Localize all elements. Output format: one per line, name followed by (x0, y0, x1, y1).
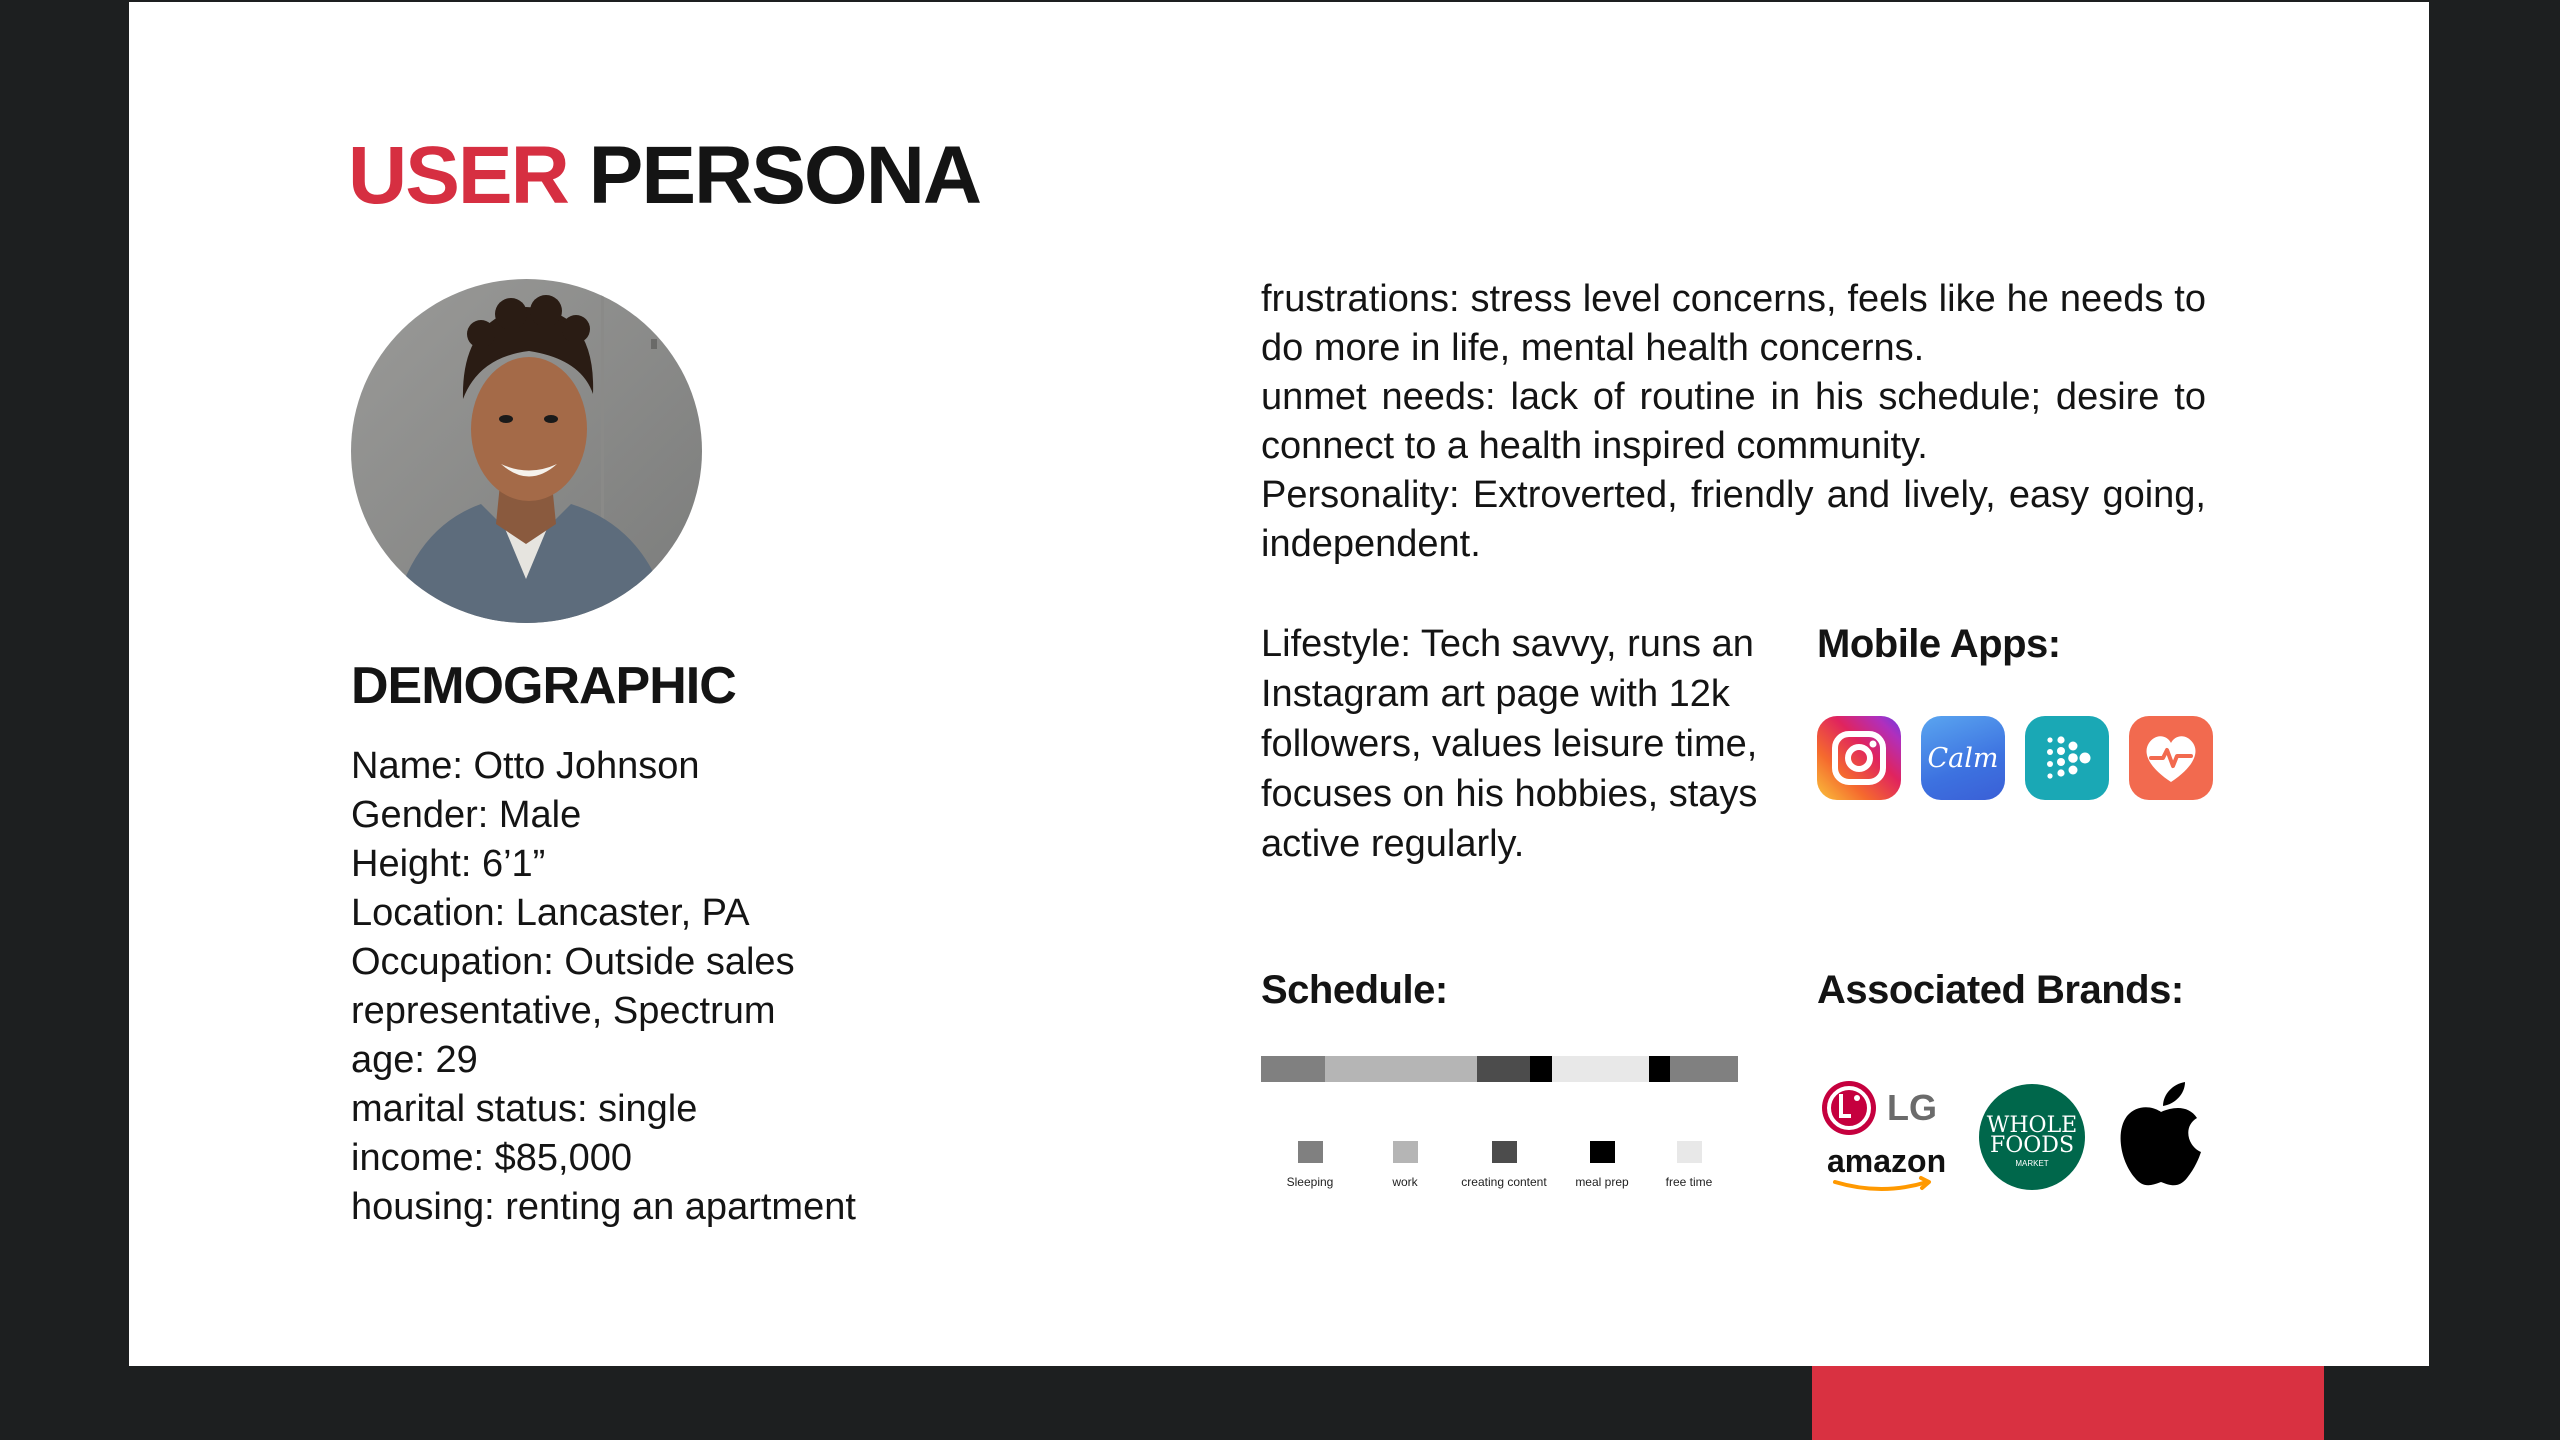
demographic-income: income: $85,000 (351, 1137, 632, 1179)
instagram-icon (1817, 716, 1901, 800)
mobile-apps-heading: Mobile Apps: (1817, 622, 2061, 666)
schedule-segment-meal-prep-2 (1649, 1056, 1670, 1082)
legend-swatch (1492, 1141, 1517, 1163)
demographic-gender: Gender: Male (351, 794, 582, 836)
legend-swatch (1298, 1141, 1323, 1163)
legend-label: work (1392, 1175, 1418, 1189)
legend-swatch (1393, 1141, 1418, 1163)
schedule-bar (1261, 1056, 1738, 1082)
unmet-needs-text: unmet needs: lack of routine in his schedule; desire to connect to a health inspired community. (1261, 376, 2206, 467)
person-portrait-icon (351, 279, 702, 623)
apple-logo (2113, 1078, 2209, 1190)
amazon-label: amazon (1827, 1144, 1947, 1179)
lifestyle-text: Lifestyle: Tech savvy, runs an Instagram art page with 12k followers, values leisure time, focuses on his hobbies, stays active regularly. (1261, 623, 1758, 865)
whole-foods-logo (1977, 1082, 2087, 1192)
mobile-apps-list (1817, 716, 2213, 800)
personality-text: Personality: Extroverted, friendly and lively, easy going, independent. (1261, 474, 2206, 565)
legend-label: meal prep (1575, 1175, 1629, 1189)
demographic-housing: housing: renting an apartment (351, 1186, 856, 1228)
schedule-segment-meal-prep (1530, 1056, 1552, 1082)
demographic-list (351, 742, 911, 1232)
schedule-segment-work (1325, 1056, 1477, 1082)
legend-sleeping (1260, 1141, 1360, 1189)
demographic-occupation: Occupation: Outside sales (351, 941, 795, 983)
legend-creating-content (1454, 1141, 1554, 1189)
demographic-name: Name: Otto Johnson (351, 745, 700, 787)
brands-heading: Associated Brands: (1817, 968, 2184, 1012)
demographic-occupation-cont: representative, Spectrum (351, 990, 776, 1032)
legend-swatch (1590, 1141, 1615, 1163)
schedule-segment-sleeping (1261, 1056, 1325, 1082)
title-rest: PERSONA (588, 130, 981, 221)
demographic-marital: marital status: single (351, 1088, 698, 1130)
page-title (348, 130, 981, 221)
demographic-location: Location: Lancaster, PA (351, 892, 750, 934)
schedule-segment-creating-content (1477, 1056, 1530, 1082)
legend-meal-prep (1552, 1141, 1652, 1189)
accent-bar (1812, 1366, 2324, 1440)
lg-label: LG (1887, 1087, 1937, 1128)
lg-logo (1819, 1078, 1949, 1148)
fitbit-icon (2025, 716, 2109, 800)
health-heart-icon (2129, 716, 2213, 800)
legend-work (1355, 1141, 1455, 1189)
calm-label: Calm (1927, 742, 1999, 774)
frustrations-text: frustrations: stress level concerns, feels like he needs to do more in life, mental health concerns. (1261, 278, 2206, 369)
whole-foods-line3: MARKET (2015, 1159, 2049, 1168)
legend-swatch (1677, 1141, 1702, 1163)
legend-label: free time (1665, 1175, 1713, 1189)
calm-icon (1921, 716, 2005, 800)
amazon-logo (1827, 1144, 1957, 1200)
demographic-heading: DEMOGRAPHIC (351, 657, 736, 715)
legend-free-time (1639, 1141, 1739, 1189)
persona-details (1261, 275, 2206, 569)
demographic-age: age: 29 (351, 1039, 478, 1081)
title-accent: USER (348, 130, 568, 221)
avatar (351, 279, 702, 623)
schedule-heading: Schedule: (1261, 968, 1448, 1012)
legend-label: Sleeping (1286, 1175, 1334, 1189)
schedule-segment-free-time (1552, 1056, 1649, 1082)
brands-list (1817, 1078, 2217, 1198)
demographic-height: Height: 6’1” (351, 843, 546, 885)
whole-foods-line2: FOODS (1989, 1133, 2075, 1158)
schedule-segment-sleeping-2 (1670, 1056, 1738, 1082)
legend-label: creating content (1461, 1175, 1547, 1189)
whole-foods-line1: WHOLE (1986, 1113, 2078, 1138)
